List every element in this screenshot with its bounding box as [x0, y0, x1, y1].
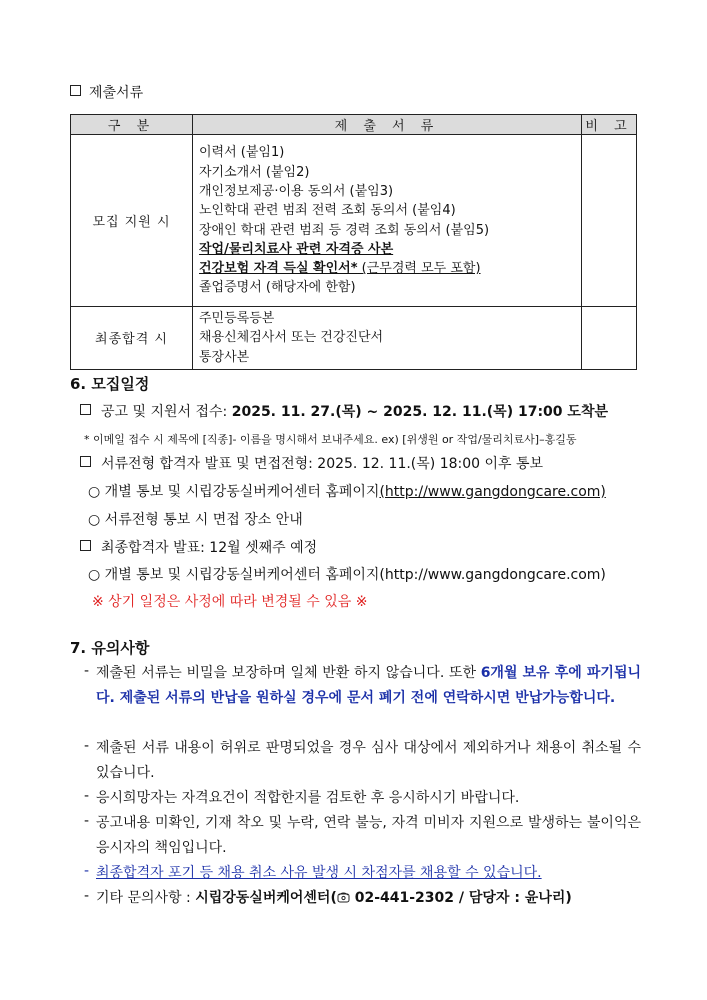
list-item: 이력서 (붙임1): [199, 145, 285, 161]
notes-title: 7. 유의사항: [70, 639, 150, 657]
notes-item-6: 기타 문의사항 : 시립강동실버케어센터( 02-441-2302 / 담당자 : 윤나리): [96, 890, 572, 906]
list-item: 자기소개서 (붙임2): [199, 164, 310, 180]
list-item: 졸업증명서 (해당자에 한함): [199, 280, 356, 296]
row-note: [582, 135, 637, 307]
schedule-sub-notice: ○ 개별 통보 및 시립강동실버케어센터 홈페이지(http://www.gangdongcare.com): [88, 484, 606, 500]
row-note: [582, 307, 637, 370]
dash-bullet: -: [84, 813, 90, 829]
notes-item-3: 응시희망자는 자격요건이 적합한지를 검토한 후 응시하시기 바랍니다.: [96, 790, 520, 806]
notes-item-2: 제출된 서류 내용이 허위로 판명되었을 경우 심사 대상에서 제외하거나 채용이 취소될 수 있습니다.: [96, 740, 641, 781]
schedule-warning: ※ 상기 일정은 사정에 따라 변경될 수 있음 ※: [92, 594, 368, 610]
documents-heading: 제출서류: [70, 82, 143, 102]
notes-item-1: 제출된 서류는 비밀을 보장하며 일체 반환 하지 않습니다. 또한 6개월 보유 후에 파기됩니다. 제출된 서류의 반납을 원하실 경우에 문서 폐기 전에 연락하시면 반납가능합니다.: [96, 665, 641, 706]
row-items: [193, 307, 582, 370]
table-row: [71, 307, 637, 370]
row-items: [193, 135, 582, 307]
dash-bullet: -: [84, 888, 90, 904]
circle-bullet-icon: ○: [88, 567, 101, 583]
checkbox-square-icon: [80, 540, 91, 551]
list-item: 노인학대 관련 범죄 전력 조회 동의서 (붙임4): [199, 203, 456, 219]
circle-bullet-icon: ○: [88, 484, 101, 500]
table-row: [71, 135, 637, 307]
phone-icon: [337, 890, 350, 906]
row-category: 최종합격 시: [71, 307, 193, 370]
header-note: 비 고: [582, 115, 637, 135]
header-documents: 제 출 서 류: [193, 115, 582, 135]
dash-bullet: -: [84, 788, 90, 804]
circle-bullet-icon: ○: [88, 512, 101, 528]
list-item: 작업/물리치료사 관련 자격증 사본: [199, 241, 394, 257]
list-item: 장애인 학대 관련 범죄 등 경력 조회 동의서 (붙임5): [199, 222, 490, 238]
checkbox-square-icon: [80, 404, 91, 415]
list-item: 주민등록등본: [199, 311, 275, 326]
notes-item-5: 최종합격자 포기 등 채용 취소 사유 발생 시 차점자를 채용할 수 있습니다.: [96, 865, 542, 881]
list-item: 건강보험 자격 득실 확인서* (근무경력 모두 포함): [199, 261, 481, 277]
header-category: 구 분: [71, 115, 193, 135]
homepage-link[interactable]: (http://www.gangdongcare.com): [379, 484, 606, 500]
checkbox-square-icon: [70, 85, 81, 96]
schedule-line-final: 최종합격자 발표: 12월 셋째주 예정: [80, 537, 317, 557]
row-category: 모집 지원 시: [71, 135, 193, 307]
schedule-line-application: 공고 및 지원서 접수: 2025. 11. 27.(목) ~ 2025. 12. 11.(목) 17:00 도착분: [80, 401, 608, 421]
dash-bullet: -: [84, 863, 90, 879]
dash-bullet: -: [84, 738, 90, 754]
checkbox-square-icon: [80, 456, 91, 467]
schedule-line-document-screening: 서류전형 합격자 발표 및 면접전형: 2025. 12. 11.(목) 18:00 이후 통보: [80, 453, 543, 473]
schedule-sub-interview: ○ 서류전형 통보 시 면접 장소 안내: [88, 512, 303, 528]
schedule-sub-final-notice: ○ 개별 통보 및 시립강동실버케어센터 홈페이지(http://www.gangdongcare.com): [88, 567, 606, 583]
table-header-row: [71, 115, 637, 135]
dash-bullet: -: [84, 663, 90, 679]
schedule-title: 6. 모집일정: [70, 375, 150, 393]
documents-table: [70, 114, 637, 370]
notes-item-4: 공고내용 미확인, 기재 착오 및 누락, 연락 불능, 자격 미비자 지원으로 발생하는 불이익은 응시자의 책임입니다.: [96, 815, 641, 856]
list-item: 채용신체검사서 또는 건강진단서: [199, 330, 384, 346]
list-item: 개인정보제공·이용 동의서 (붙임3): [199, 183, 394, 199]
list-item: 통장사본: [199, 349, 250, 365]
schedule-email-note: * 이메일 접수 시 제목에 [직종]- 이름을 명시해서 보내주세요. ex) [위생원 or 작업/물리치료사]–홍길동: [84, 433, 577, 446]
